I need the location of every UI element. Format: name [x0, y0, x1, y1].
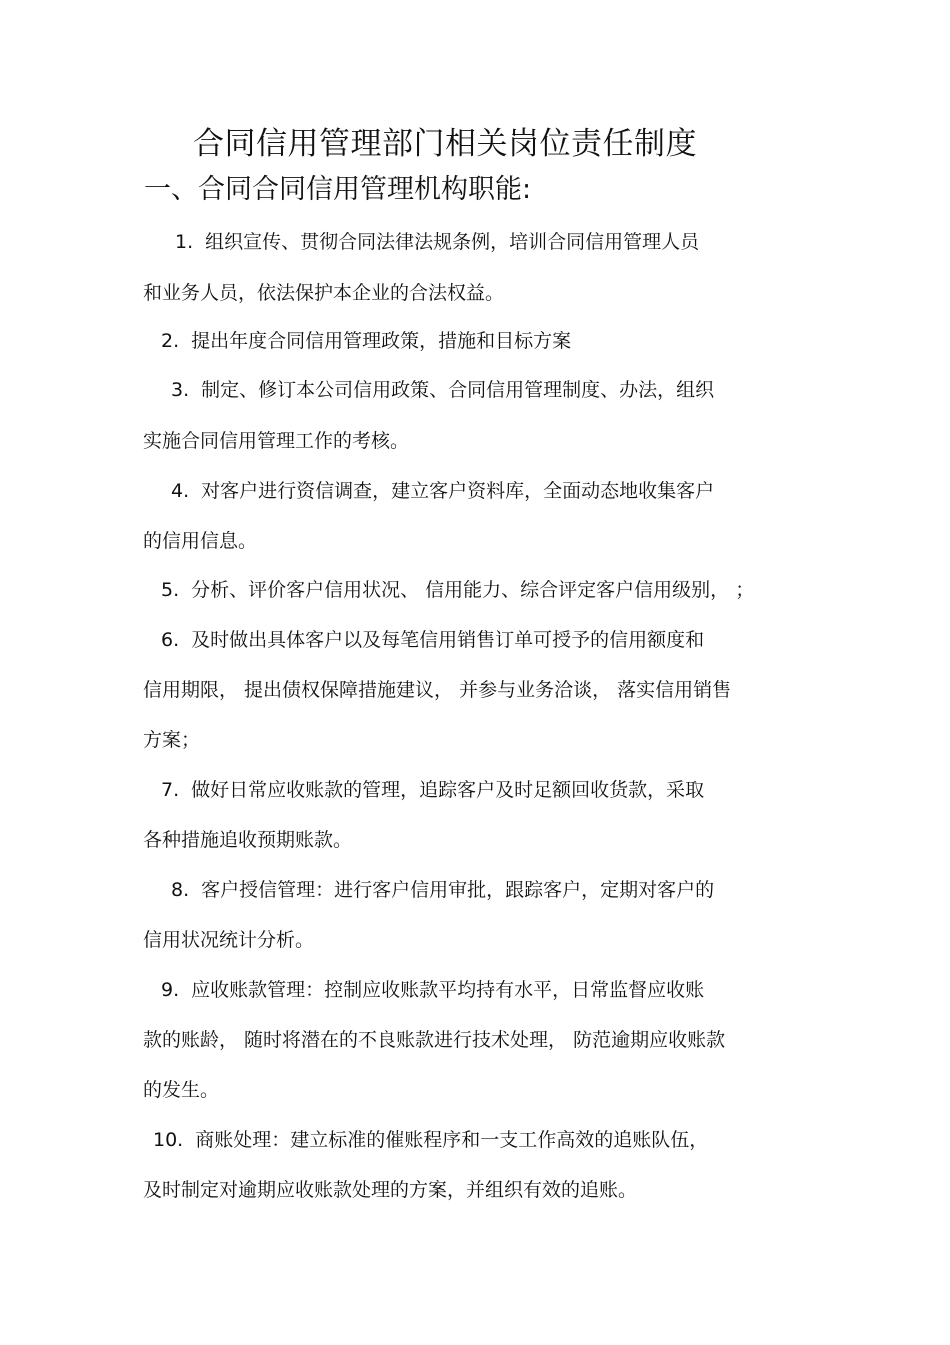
item-3-number: 3. [171, 379, 190, 401]
item-3-line-2: 实施合同信用管理工作的考核。 [143, 430, 410, 452]
item-2-line-1 [161, 327, 571, 355]
item-10-text: 商账处理：建立标准的催账程序和一支工作高效的追账队伍， [195, 1129, 709, 1151]
item-8-line-1 [171, 876, 714, 904]
item-4-text: 对客户进行资信调查，建立客户资料库，全面动态地收集客户 [201, 480, 715, 502]
item-4-line-2: 的信用信息。 [143, 530, 258, 552]
document-title: 合同信用管理部门相关岗位责任制度 [193, 126, 697, 162]
item-9-text: 应收账款管理：控制应收账款平均持有水平，日常监督应收账 [191, 979, 705, 1001]
item-10-number: 10. [153, 1129, 184, 1151]
item-8-number: 8. [171, 879, 190, 901]
item-6-text: 及时做出具体客户以及每笔信用销售订单可授予的信用额度和 [191, 629, 705, 651]
item-3-text: 制定、修订本公司信用政策、合同信用管理制度、办法，组织 [201, 379, 715, 401]
item-7-line-1 [161, 776, 704, 804]
item-2-text: 提出年度合同信用管理政策，措施和目标方案 [191, 330, 572, 352]
item-1-text: 组织宣传、贯彻合同法律法规条例，培训合同信用管理人员 [205, 231, 700, 253]
item-4-line-1 [171, 477, 714, 505]
item-4-number: 4. [171, 480, 190, 502]
item-6-line-2: 信用期限， 提出债权保障措施建议， 并参与业务洽谈， 落实信用销售 [143, 679, 732, 701]
item-7-text: 做好日常应收账款的管理，追踪客户及时足额回收货款，采取 [191, 779, 705, 801]
item-1-line-1 [175, 228, 699, 256]
item-3-line-1 [171, 376, 714, 404]
item-9-line-1 [161, 976, 704, 1004]
item-5-line-1 [161, 576, 754, 604]
item-6-number: 6. [161, 629, 180, 651]
item-9-line-2: 款的账龄， 随时将潜在的不良账款进行技术处理， 防范逾期应收账款 [143, 1029, 726, 1051]
item-6-line-3: 方案； [143, 729, 201, 751]
item-5-number: 5. [161, 579, 180, 601]
item-5-text: 分析、评价客户信用状况、 信用能力、综合评定客户信用级别， ； [191, 579, 755, 601]
item-9-line-3: 的发生。 [143, 1079, 220, 1101]
item-9-number: 9. [161, 979, 180, 1001]
item-7-line-2: 各种措施追收预期账款。 [143, 829, 353, 851]
section-heading: 一、合同合同信用管理机构职能: [144, 174, 532, 205]
item-10-line-2: 及时制定对逾期应收账款处理的方案，并组织有效的追账。 [143, 1179, 638, 1201]
item-10-line-1 [153, 1126, 708, 1154]
item-7-number: 7. [161, 779, 180, 801]
item-1-line-2: 和业务人员，依法保护本企业的合法权益。 [143, 282, 505, 304]
item-6-line-1 [161, 626, 704, 654]
item-8-text: 客户授信管理：进行客户信用审批，跟踪客户，定期对客户的 [201, 879, 715, 901]
item-2-number: 2. [161, 330, 180, 352]
item-8-line-2: 信用状况统计分析。 [143, 929, 315, 951]
item-1-number: 1. [175, 231, 194, 253]
